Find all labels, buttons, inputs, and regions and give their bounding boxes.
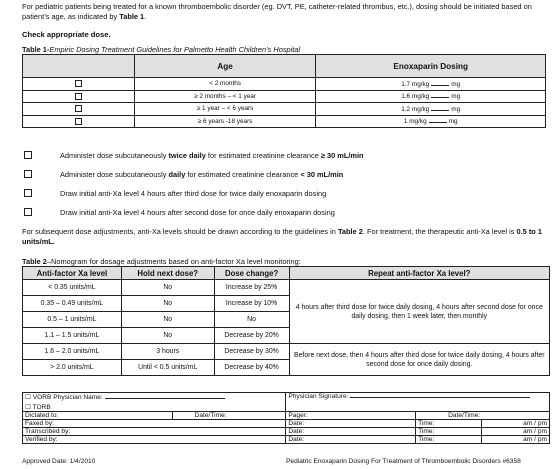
pager-datetime-field[interactable]: Date/Time: (416, 411, 550, 419)
table-row: 0.5 – 1 units/mL No No (23, 312, 550, 328)
dose-cell: 1.6 mg/kg mg (316, 90, 546, 103)
age-cell: ≥ 2 months – < 1 year (134, 90, 316, 103)
admin-checkbox[interactable] (24, 170, 32, 178)
verified-ampm[interactable]: am / pm (482, 435, 550, 443)
dose-checkbox[interactable] (75, 105, 82, 112)
transcribed-date-field[interactable]: Date: (286, 427, 416, 435)
vorb-field[interactable]: ☐ VORB Physician Name: (23, 393, 286, 403)
dose-checkbox[interactable] (75, 80, 82, 87)
table-header-hold: Hold next dose? (121, 267, 214, 280)
dose-blank[interactable] (431, 105, 449, 111)
table-header-row (23, 267, 550, 280)
nomogram-table (22, 266, 550, 376)
faxed-by-field[interactable]: Faxed by: (23, 419, 286, 427)
repeat-cell-2: Before next dose, then 4 hours after third dose for twice daily dosing, 4 hours after second dose for once daily dosing. (289, 344, 549, 376)
verified-by-field[interactable]: Verified by: (23, 435, 286, 443)
dose-checkbox[interactable] (75, 118, 82, 125)
signature-block (22, 392, 550, 444)
dose-cell: 1.7 mg/kg mg (316, 78, 546, 91)
table-row: < 0.35 units/mL No Increase by 25% 4 hours after third dose for twice daily dosing, 4 hours after second dose for once daily dosing, then 1 week later, then monthly (23, 280, 550, 296)
physician-signature-field[interactable]: Physician Signature: (286, 393, 550, 412)
dictated-to-field[interactable]: Dictated to: (23, 411, 173, 419)
table1-caption: Table 1-Empiric Dosing Treatment Guidelines for Palmetto Health Children’s Hospital (22, 45, 301, 54)
table-header-dosing: Enoxaparin Dosing (316, 55, 546, 78)
verified-date-field[interactable]: Date: (286, 435, 416, 443)
admin-checkbox[interactable] (24, 151, 32, 159)
footer-title: Pediatric Enoxaparin Dosing For Treatment of Thromboembolic Disorders #6358 (286, 458, 521, 465)
age-cell: ≥ 1 year – < 6 years (134, 103, 316, 116)
pager-field[interactable]: Pager: (286, 411, 416, 419)
table-header-age: Age (134, 55, 316, 78)
faxed-time-field[interactable]: Time: (416, 419, 482, 427)
table-row: 1.1 – 1.5 units/mL No Decrease by 20% (23, 328, 550, 344)
table-row: 1.6 – 2.0 units/mL 3 hours Decrease by 30% Before next dose, then 4 hours after third dose for twice daily dosing, 4 hours after second dose for once daily dosing. (23, 344, 550, 360)
dose-checkbox[interactable] (75, 93, 82, 100)
table-row[interactable] (23, 103, 546, 116)
table-row[interactable] (23, 115, 546, 128)
dose-cell: 1.2 mg/kg mg (316, 103, 546, 116)
transcribed-time-field[interactable]: Time: (416, 427, 482, 435)
table-row: > 2.0 units/mL Until < 0.5 units/mL Decrease by 40% (23, 360, 550, 376)
subsequent-paragraph: For subsequent dose adjustments, anti-Xa levels should be drawn according to the guidelines in Table 2. For treatment, the therapeutic anti-Xa level is 0.5 to 1 units/mL. (22, 227, 542, 246)
dose-blank[interactable] (431, 92, 449, 98)
table-header-change: Dose change? (214, 267, 289, 280)
table-header-blank (23, 55, 135, 78)
age-cell: < 2 months (134, 78, 316, 91)
check-title: Check appropriate dose. (22, 30, 111, 39)
admin-checkbox[interactable] (24, 189, 32, 197)
table-row: 0.35 – 0.49 units/mL No Increase by 10% (23, 296, 550, 312)
table-row[interactable] (23, 78, 546, 91)
faxed-date-field[interactable]: Date: (286, 419, 416, 427)
faxed-ampm[interactable]: am / pm (482, 419, 550, 427)
dose-cell: 1 mg/kg mg (316, 115, 546, 128)
approved-date: Approved Date: 1/4/2010 (22, 458, 96, 465)
table-row[interactable] (23, 90, 546, 103)
repeat-cell-1: 4 hours after third dose for twice daily dosing, 4 hours after second dose for once daily dosing, then 1 week later, then monthly (289, 280, 549, 344)
verified-time-field[interactable]: Time: (416, 435, 482, 443)
transcribed-ampm[interactable]: am / pm (482, 427, 550, 435)
dosing-table (22, 54, 546, 128)
dose-blank[interactable] (431, 80, 449, 86)
table2-caption: Table 2–Nomogram for dosage adjustments based on anti-factor Xa level monitoring: (22, 257, 301, 266)
transcribed-by-field[interactable]: Transcribed by: (23, 427, 286, 435)
admin-checkbox[interactable] (24, 208, 32, 216)
table-header-row (23, 55, 546, 78)
dose-blank[interactable] (429, 117, 447, 123)
intro-paragraph: For pediatric patients being treated for a known thromboembolic disorder (eg. DVT, PE, catheter-related thrombus, etc.), dosing should be initiated based on patient’s age, as indicated by Table 1. (22, 2, 532, 21)
table-header-level: Anti-factor Xa level (23, 267, 122, 280)
table-header-repeat: Repeat anti-factor Xa level? (289, 267, 549, 280)
torb-field[interactable]: ☐ TORB (23, 403, 286, 412)
age-cell: ≥ 6 years -18 years (134, 115, 316, 128)
dictated-datetime-field[interactable]: Date/Time: (172, 411, 286, 419)
